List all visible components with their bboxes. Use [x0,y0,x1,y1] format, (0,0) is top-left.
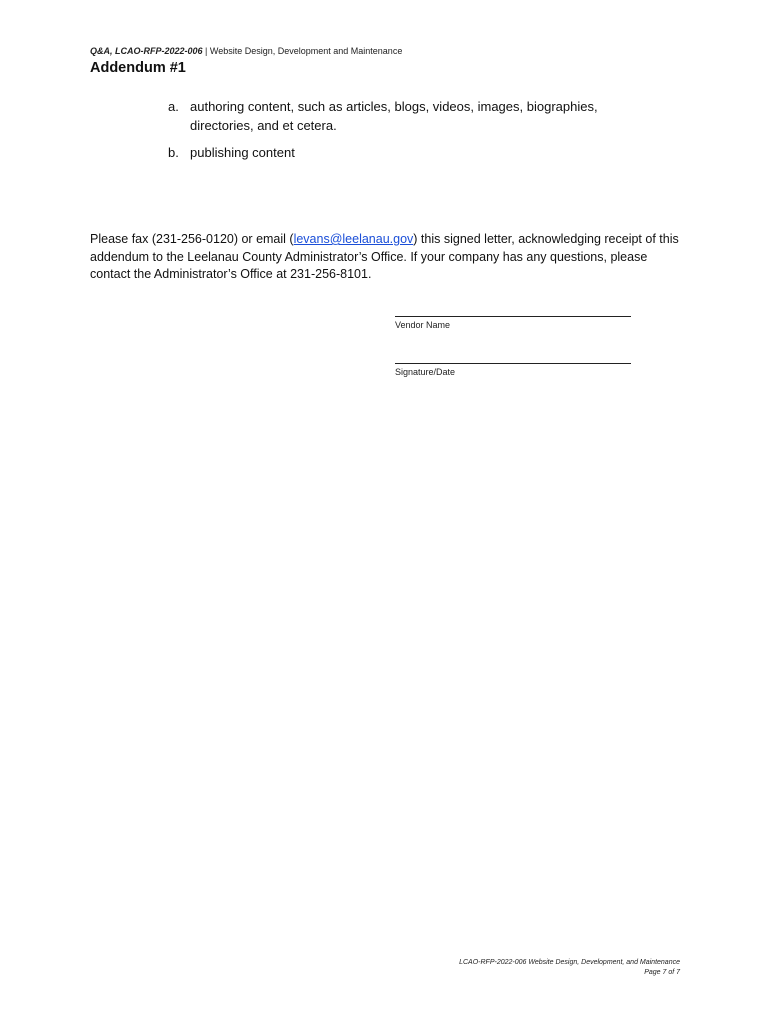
list-item [168,143,648,162]
page-number: Page 7 of 7 [644,969,680,976]
content-list [168,97,648,170]
page-header [90,46,402,56]
paragraph-text-end: ) this signed letter, acknowledging receipt of this addendum to the Leelanau County Administrator’s Office. If your company has any questions, please contact the Administrator’s Office at 231-256-8101. [90,232,679,281]
vendor-name-block [395,316,633,330]
header-reference: Q&A, LCAO-RFP-2022-006 [90,46,203,56]
list-item [168,97,648,135]
email-link[interactable]: levans@leelanau.gov [293,232,414,246]
signature-date-label: Signature/Date [395,367,456,377]
paragraph-text-start: Please fax (231-256-0120) or email ( [90,232,294,246]
list-item-text: authoring content, such as articles, blogs, videos, images, biographies, directories, and et cetera. [190,99,598,133]
vendor-name-label: Vendor Name [395,320,451,330]
footer-title: LCAO-RFP-2022-006 Website Design, Development, and Maintenance [459,959,680,966]
page-footer [459,958,680,978]
signature-date-block [395,363,633,377]
vendor-name-line[interactable] [395,316,631,317]
instructions-paragraph [90,231,680,284]
signature-date-line[interactable] [395,363,631,364]
header-subject: Website Design, Development and Maintenance [209,46,403,56]
addendum-title: Addendum #1 [90,60,186,76]
list-item-text: publishing content [190,145,295,160]
list-marker: b. [168,145,179,160]
list-marker: a. [168,99,179,114]
header-separator: | [202,46,210,56]
